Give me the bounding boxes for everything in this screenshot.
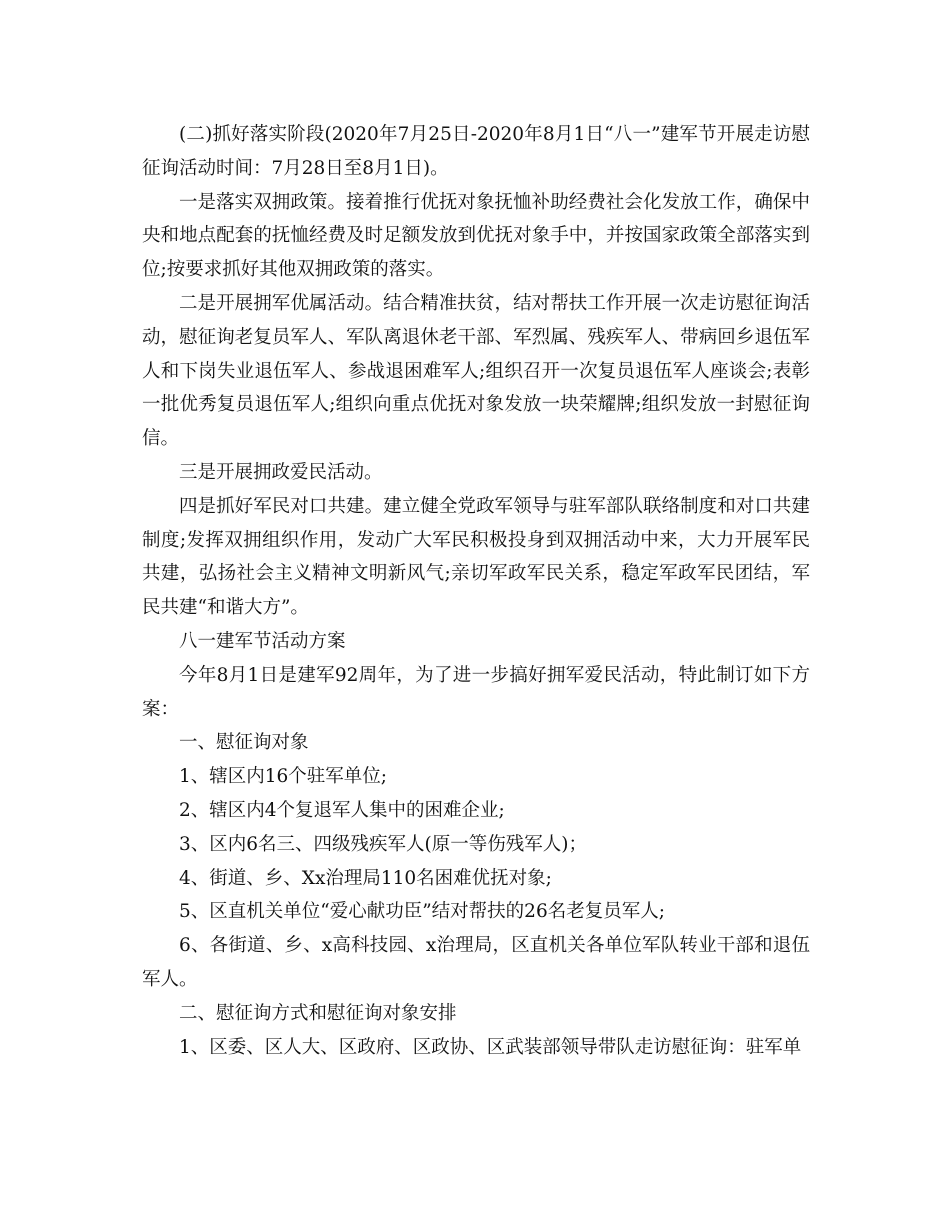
list-item: 2、辖区内4个复退军人集中的困难企业; [179,799,505,821]
list-heading-targets: 一、慰征询对象 [179,732,309,754]
list-item: 6、各街道、乡、x高科技园、x治理局，区直机关各单位军队转业干部和退伍军人。 [142,935,810,990]
document-page [142,118,810,1064]
paragraph-1: (二)抓好落实阶段(2020年7月25日-2020年8月1日“八一”建军节开展走访慰征询活动时间：7月28日至8月1日)。 [142,124,810,179]
list-item: 1、辖区内16个驻军单位; [179,766,388,788]
list-heading-methods: 二、慰征询方式和慰征询对象安排 [179,1002,457,1024]
section-heading-plan: 八一建军节活动方案 [179,630,346,652]
list-item: 1、区委、区人大、区政府、区政协、区武装部领导带队走访慰征询：驻军单 [179,1036,802,1058]
list-item: 3、区内6名三、四级残疾军人(原一等伤残军人)； [179,833,587,855]
paragraph-3: 二是开展拥军优属活动。结合精准扶贫，结对帮扶工作开展一次走访慰征询活动，慰征询老复员军人、军队离退休老干部、军烈属、残疾军人、带病回乡退伍军人和下岗失业退伍军人、参战退困难军人;组织召开一次复员退伍军人座谈会;表彰一批优秀复员退伍军人;组织向重点优抚对象发放一块荣耀牌;组织发放一封慰征询信。 [142,292,810,450]
paragraph-5: 四是抓好军民对口共建。建立健全党政军领导与驻军部队联络制度和对口共建制度;发挥双拥组织作用，发动广大军民积极投身到双拥活动中来，大力开展军民共建，弘扬社会主义精神文明新风气;亲切军政军民关系，稳定军政军民团结，军民共建“和谐大方”。 [142,495,810,619]
paragraph-4: 三是开展拥政爱民活动。 [179,461,383,483]
paragraph-7: 今年8月1日是建军92周年，为了进一步搞好拥军爱民活动，特此制订如下方案： [142,664,810,720]
list-item: 4、街道、乡、Xx治理局110名困难优抚对象; [179,867,552,889]
paragraph-2: 一是落实双拥政策。接着推行优抚对象抚恤补助经费社会化发放工作，确保中央和地点配套的抚恤经费及时足额发放到优抚对象手中，并按国家政策全部落实到位;按要求抓好其他双拥政策的落实。 [142,191,810,281]
list-item: 5、区直机关单位“爱心献功臣”结对帮扶的26名老复员军人; [179,901,665,923]
